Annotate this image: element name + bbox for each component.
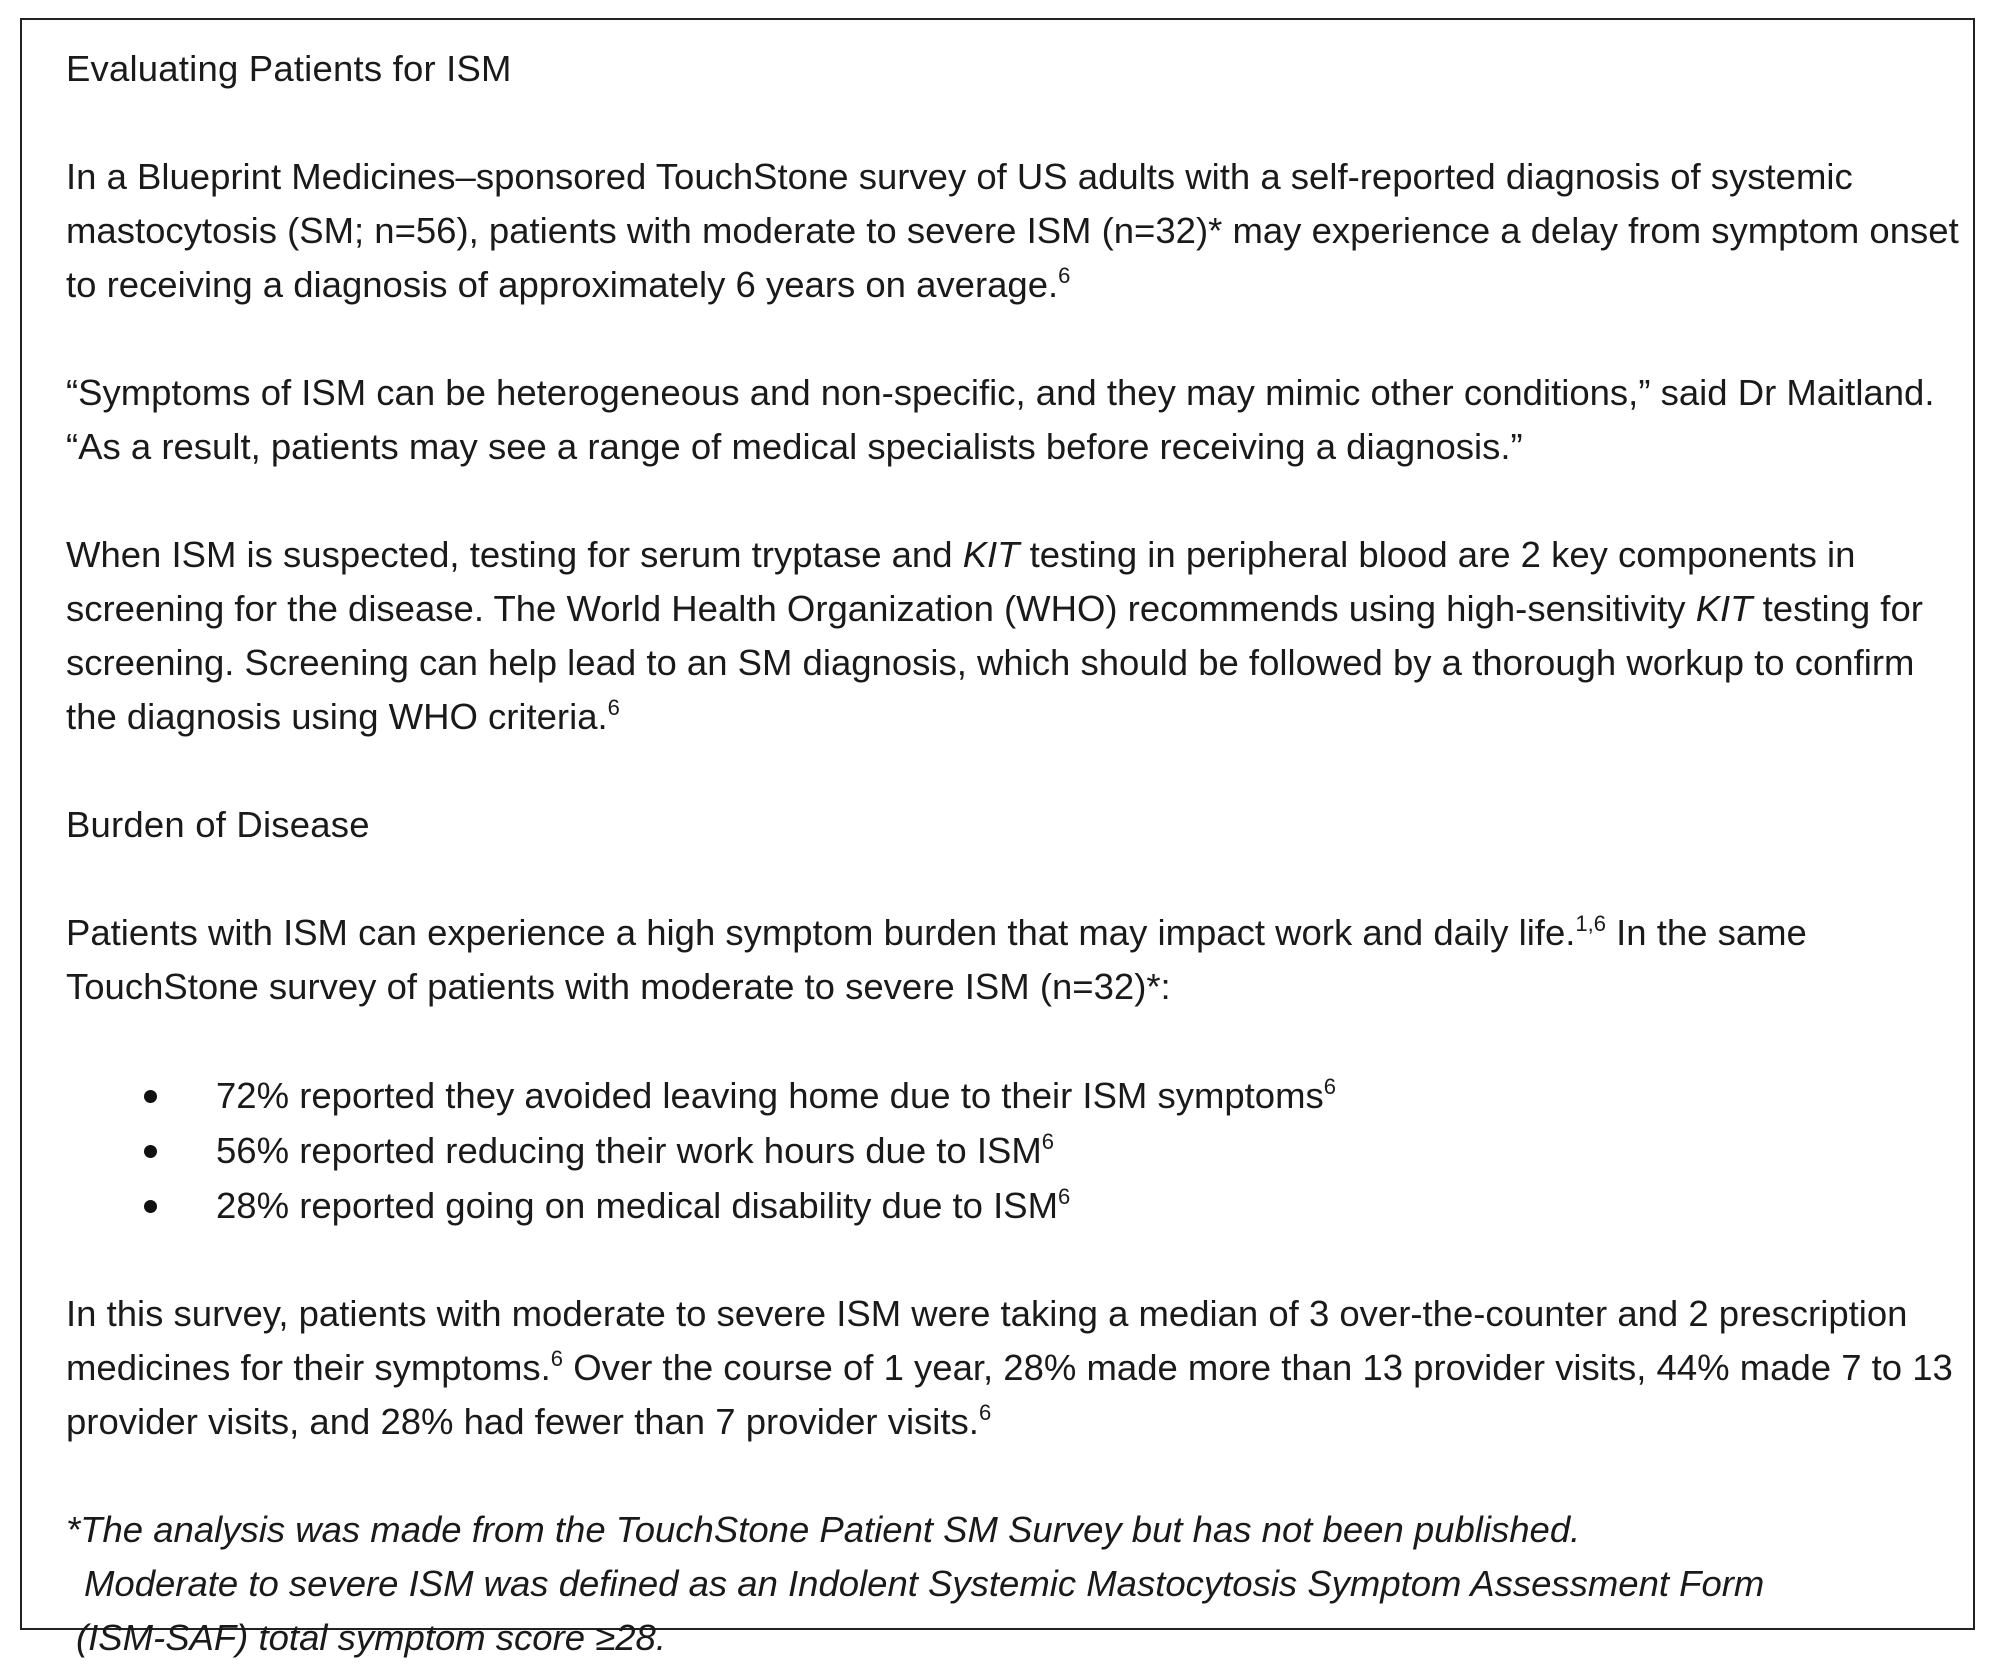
document-frame	[20, 18, 1975, 1658]
spacer	[66, 474, 1966, 528]
spacer	[66, 312, 1966, 366]
burden-bullet-list	[66, 1068, 1966, 1233]
bullet-icon	[144, 1200, 157, 1213]
list-item-text: 56% reported reducing their work hours due to ISM	[216, 1130, 1042, 1171]
paragraph-text: When ISM is suspected, testing for serum tryptase and	[66, 534, 963, 575]
footnote-line: *The analysis was made from the TouchStone Patient SM Survey but has not been published.	[66, 1509, 1581, 1550]
spacer	[66, 1014, 1966, 1068]
paragraph-burden	[66, 906, 1966, 1014]
footnote-line: Moderate to severe ISM was defined as an Indolent Systemic Mastocytosis Symptom Assessment Form	[84, 1563, 1765, 1604]
reference-superscript: 6	[607, 695, 620, 720]
footnote-line: (ISM-SAF) total symptom score ≥28.	[76, 1617, 666, 1658]
paragraph-survey-intro	[66, 150, 1966, 312]
paragraph-text: Over the course of 1 year, 28% made more than 13 provider visits, 44% made 7 to 13 provider visits, and 28% had fewer than 7 provider visits.	[66, 1347, 1953, 1442]
spacer	[66, 852, 1966, 906]
section-heading-burden: Burden of Disease	[66, 804, 370, 845]
gene-name-italic: KIT	[962, 534, 1020, 575]
spacer	[66, 1233, 1966, 1287]
list-item-text: 28% reported going on medical disability due to ISM	[216, 1185, 1059, 1226]
footnote	[66, 1503, 1966, 1665]
spacer	[66, 96, 1966, 150]
paragraph-text: testing for screening. Screening can help lead to an SM diagnosis, which should be followed by a thorough workup to confirm the diagnosis using WHO criteria.	[66, 588, 1923, 737]
list-item	[66, 1068, 1966, 1123]
section-heading-evaluating: Evaluating Patients for ISM	[66, 48, 512, 89]
reference-superscript: 6	[1058, 263, 1071, 288]
bullet-icon	[144, 1090, 157, 1103]
paragraph-text: In this survey, patients with moderate to severe ISM were taking a median of 3 over-the-counter and 2 prescription medicines for their symptoms.	[66, 1293, 1908, 1388]
paragraph-quote: “Symptoms of ISM can be heterogeneous and non-specific, and they may mimic other conditions,” said Dr Maitland. “As a result, patients may see a range of medical specialists before receiving a diagnosis.”	[66, 372, 1935, 467]
reference-superscript: 6	[1058, 1184, 1071, 1209]
reference-superscript: 6	[1323, 1074, 1337, 1099]
reference-superscript: 6	[1041, 1129, 1054, 1154]
gene-name-italic: KIT	[1695, 588, 1753, 629]
paragraph-testing	[66, 528, 1966, 744]
paragraph-text: In the same TouchStone survey of patients with moderate to severe ISM (n=32)*:	[66, 912, 1807, 1007]
spacer	[66, 1449, 1966, 1503]
paragraph-medications	[66, 1287, 1966, 1449]
list-item	[66, 1123, 1966, 1178]
paragraph-text: In a Blueprint Medicines–sponsored TouchStone survey of US adults with a self-reported diagnosis of systemic mastocytosis (SM; n=56), patients with moderate to severe ISM (n=32)* may experience a delay from symptom onset to receiving a diagnosis of approximately 6 years on average.	[66, 156, 1959, 305]
paragraph-text: testing in peripheral blood are 2 key components in screening for the disease. The World Health Organization (WHO) recommends using high-sensitivity	[66, 534, 1856, 629]
reference-superscript: 6	[978, 1400, 992, 1425]
reference-superscript: 1,6	[1575, 911, 1606, 936]
paragraph-text: Patients with ISM can experience a high symptom burden that may impact work and daily life.	[66, 912, 1576, 953]
document-content	[66, 42, 1966, 1665]
bullet-icon	[144, 1145, 157, 1158]
reference-superscript: 6	[550, 1346, 564, 1371]
list-item-text: 72% reported they avoided leaving home due to their ISM symptoms	[216, 1075, 1324, 1116]
spacer	[66, 744, 1966, 798]
list-item	[66, 1178, 1966, 1233]
